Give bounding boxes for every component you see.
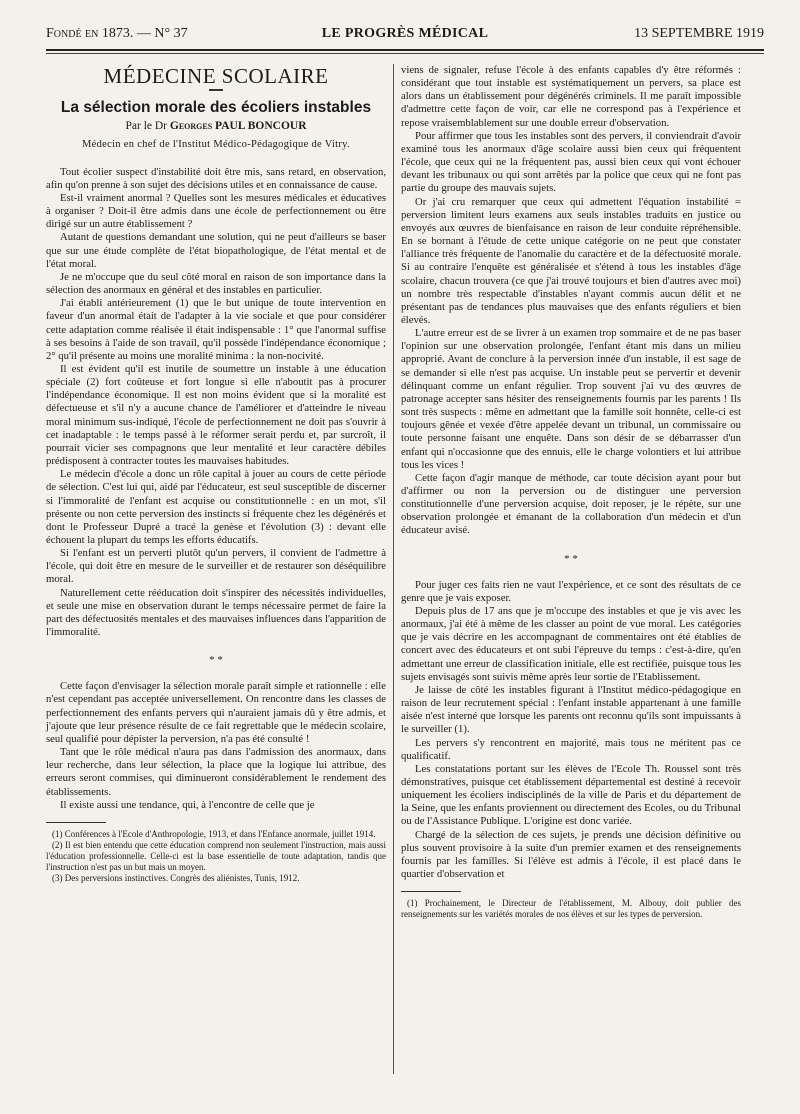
paragraph: Le médecin d'école a donc un rôle capital à jouer au cours de cette période de sélection. C'est lui qui, aidé par l'éducateur, est seul susceptible de discerner si l'immoralité de l'enfant est acquise ou constitutionnelle : en un mot, s'il présente ou non cette perversion des instincts si fréquente chez les dégénérés et dont le Professeur Dupré a tracé la genèse et l'évolution (3) : devant elle échouent la plupart du temps les efforts éducatifs. bbox=[46, 468, 386, 546]
column-divider bbox=[393, 64, 394, 1074]
section-title: MÉDECINE SCOLAIRE bbox=[103, 64, 329, 88]
left-column bbox=[46, 64, 386, 884]
paragraph: Or j'ai cru remarquer que ceux qui admettent l'équation instabilité = perversion limitent leurs examens aux seuls instables traduits en justice ou envoyés aux œuvres de bienfaisance en raison de leur conduite répréhensible. En se bornant à l'étude de cette unique catégorie on ne peut que constater l'alliance très fréquente de l'anomalie du caractère et de la défectuosité morale. Si au contraire l'enquête est généralisée et s'étend à tous les instables d'âge scolaire, chacun trouvera (ce que j'ai trouvé toujours et bien d'autres avec moi) un nombre très respectable d'instables n'ayant commis aucun délit et ne présentant pas de tendances plus mauvaises que des enfants réguliers et bien élevés. bbox=[401, 195, 741, 326]
header-rule-thin bbox=[46, 53, 764, 54]
author-affiliation: Médecin en chef de l'Institut Médico-Pédagogique de Vitry. bbox=[82, 139, 350, 151]
paragraph: Autant de questions demandant une solution, qui ne peut d'ailleurs se baser que sur une étude complète de l'état biopathologique, de l'état mental et de l'état moral. bbox=[46, 231, 386, 270]
paragraph: Si l'enfant est un perverti plutôt qu'un pervers, il convient de l'admettre à l'école, qui doit être en mesure de le surveiller et de restaurer son déséquilibre moral. bbox=[46, 547, 386, 586]
paragraph: Cette façon d'agir manque de méthode, car toute décision ayant pour but d'affirmer ou non la perversion ou de distinguer une perversion constitutionnelle d'une perversion acquise, doit reposer, je le répète, sur une observation prolongée et émanant de la collaboration d'un médecin et d'un éducateur avisé. bbox=[401, 471, 741, 537]
header-date: 13 SEPTEMBRE 1919 bbox=[634, 26, 764, 41]
paragraph: Je ne m'occupe que du seul côté moral en raison de son importance dans la sélection des anormaux en général et des instables en particulier. bbox=[46, 270, 386, 297]
article-title: La sélection morale des écoliers instables bbox=[60, 99, 372, 117]
byline-prefix: Par le Dr bbox=[125, 120, 167, 133]
footnote: (3) Des perversions instinctives. Congrès des aliénistes, Tunis, 1912. bbox=[52, 872, 300, 883]
footnote-separator bbox=[401, 891, 461, 892]
paragraph: viens de signaler, refuse l'école à des enfants capables d'y être réformés : considérant que tout instable est systématiquement un pervers, sa place est alors dans un établissement pour dégénérés criminels. Il me paraît impossible d'admettre cette façon de voir, car elle ne correspond pas à l'expérience et repose vraisemblablement sur une double erreur d'observation. bbox=[401, 64, 741, 129]
footnote: (1) Conférences à l'Ecole d'Anthropologie, 1913, et dans l'Enfance anormale, juillet 1914. bbox=[52, 828, 376, 839]
paragraph: Naturellement cette rééducation doit s'inspirer des nécessités individuelles, et seule une mise en observation durant le temps nécessaire permet de faire la part des défectuosités mentales et des mauvaises influences dans l'apparition de l'immoralité. bbox=[46, 586, 386, 639]
paragraph: Cette façon d'envisager la sélection morale paraît simple et rationnelle : elle n'est cependant pas acceptée universellement. On rencontre dans les classes de perfectionnement des enfants pervers qui n'auraient jamais dû y être admis, et j'ajoute que leur présence résulte de ce fait regrettable que le médecin scolaire, seul qualifié pour dépister la perversion, n'a pas été consulté ! bbox=[46, 680, 386, 745]
paragraph: J'ai établi antérieurement (1) que le but unique de toute intervention en faveur d'un anormal était de l'adapter à la vie sociale et que pour considérer cette adaptation comme réalisée il était indispensable : 1° que l'anormal suffise à ses besoins à l'aide de son travail, qu'il possède l'indépendance économique ; 2° qu'il présente au moins une moralité minima : la non-nocivité. bbox=[46, 297, 386, 362]
paragraph: Tant que le rôle médical n'aura pas dans l'admission des anormaux, dans leur recherche, dans leur sélection, la place que la logique lui attribue, des erreurs seront commises, qui diminueront considérablement le rendement des établissements. bbox=[46, 746, 386, 798]
paragraph: Il est évident qu'il est inutile de soumettre un instable à une éducation spéciale (2) fort coûteuse et fort longue si elle n'aboutit pas à procurer l'indépendance économique. Il est non moins évident que si la moralité est défectueuse et s'il n'y a aucune chance de l'améliorer et d'atteindre le niveau moral minimum sus-indiqué, l'école de perfectionnement ne doit pas s'ouvrir à cet inadaptable : le temps passé à le réformer serait perdu et, par surcroît, il pourrait vicier ses compagnons que leur mentalité et leur caractère débiles prédisposent à contracter toutes les mauvaises habitudes. bbox=[46, 362, 386, 468]
header-founding: Fondé en 1873. — N° 37 bbox=[46, 26, 188, 41]
header-rule-thick bbox=[46, 49, 764, 51]
footnote: (2) Il est bien entendu que cette éducation comprend non seulement l'instruction, mais aussi l'éducation professionnelle. Celle-ci est la base essentielle de toute adaptation, tandis que l'instruction n'est pas un but mais un moyen. bbox=[46, 839, 386, 872]
footnotes bbox=[401, 898, 741, 920]
title-dash bbox=[209, 89, 223, 91]
paragraph: Pour juger ces faits rien ne vaut l'expérience, et ce sont des résultats de ce genre que je vais exposer. bbox=[401, 578, 741, 604]
paragraph: Il existe aussi une tendance, qui, à l'encontre de celle que je bbox=[60, 798, 315, 811]
footnote-separator bbox=[46, 822, 106, 823]
paragraph: Est-il vraiment anormal ? Quelles sont les mesures médicales et éducatives à organiser ? Doit-il être admis dans une école de perfectionnement ou être dirigé sur un autre établissement ? bbox=[46, 191, 386, 231]
right-column bbox=[401, 64, 741, 920]
paragraph: Les pervers s'y rencontrent en majorité, mais tous ne méritent pas ce qualificatif. bbox=[401, 736, 741, 762]
journal-title: LE PROGRÈS MÉDICAL bbox=[321, 26, 489, 41]
page-header bbox=[46, 26, 764, 44]
paragraph: Chargé de la sélection de ces sujets, je prends une décision définitive ou plus souvent provisoire à la suite d'un premier examen et des renseignements fournis par les familles. Si l'élève est admis à l'école, il est placé dans le quartier d'observation et bbox=[401, 828, 741, 881]
byline bbox=[46, 120, 386, 133]
footnotes bbox=[46, 829, 386, 884]
footnote: (1) Prochainement, le Directeur de l'établissement, M. Albouy, doit publier des renseignements sur les variétés morales de nos élèves et sur les types de perversion. bbox=[401, 898, 741, 920]
section-stars: * * bbox=[564, 552, 578, 565]
author-name: Georges PAUL BONCOUR bbox=[169, 120, 307, 133]
section-stars: * * bbox=[209, 654, 223, 667]
paragraph: L'autre erreur est de se livrer à un examen trop sommaire et de ne pas baser l'opinion sur une observation prolongée, l'enfant étant mis dans un milieu approprié. Avant de conclure à la perversion innée d'un instable, il est sage de se demander si elle n'est pas acquise. Un instable peut se pervertir et devenir délinquant comme un enfant régulier. Trop souvent j'ai vu des œuvres de patronage accepter sans hésiter des renseignements fournis par les parents ! Ils sont très suspects : même en admettant que la famille soit honnête, celle-ci est toujours gênée et vexée d'être appelée devant un tribunal, un commissaire ou toute personne faisant une enquête. Dans son désir de se débarrasser d'un enfant qui n'occasionne que des ennuis, elle le charge volontiers et lui attribue tous les vices ! bbox=[401, 327, 741, 471]
paragraph: Je laisse de côté les instables figurant à l'Institut médico-pédagogique en raison de leur recrutement spécial : l'enfant instable appartenant à une famille aisée n'est interné que lorsque les parents ont reconnu qu'ils sont impuissants à le surveiller (1). bbox=[401, 683, 741, 736]
paragraph: Pour affirmer que tous les instables sont des pervers, il conviendrait d'avoir examiné tous les anormaux d'âge scolaire aussi bien ceux qui fréquentent l'école, que ceux qui ne la fréquentent pas, aussi bien ceux qui vont échouer devant les tribunaux ou qui sont arrêtés par la police que ceux qui ne font pas partie du groupe des mauvais sujets. bbox=[401, 129, 741, 195]
paragraph: Depuis plus de 17 ans que je m'occupe des instables et que je vis avec les anormaux, j'ai été à même de les classer au point de vue moral. Les catégories que je vais décrire en les accompagnant de commentaires ont été établies de concert avec des éducateurs et ont subi l'épreuve du temps : c'est-à-dire, qu'en admettant une erreur de classification initiale, elle est rectifiée, puisque tous les sujets envisagés sont suivis même après leur sortie de l'Etablissement. bbox=[401, 604, 741, 683]
paragraph: Tout écolier suspect d'instabilité doit être mis, sans retard, en observation, afin qu'on prenne à son sujet des décisions utiles et en connaissance de cause. bbox=[46, 165, 386, 191]
paragraph: Les constatations portant sur les élèves de l'Ecole Th. Roussel sont très démonstratives, puisque cet établissement départemental est destiné à recevoir uniquement les écoliers indisciplinés de la ville de Paris et du département de la Seine, que les enfants proviennent ou directement des Ecoles, ou du Tribunal ou de l'Assistance Publique. L'origine est donc variée. bbox=[401, 762, 741, 828]
